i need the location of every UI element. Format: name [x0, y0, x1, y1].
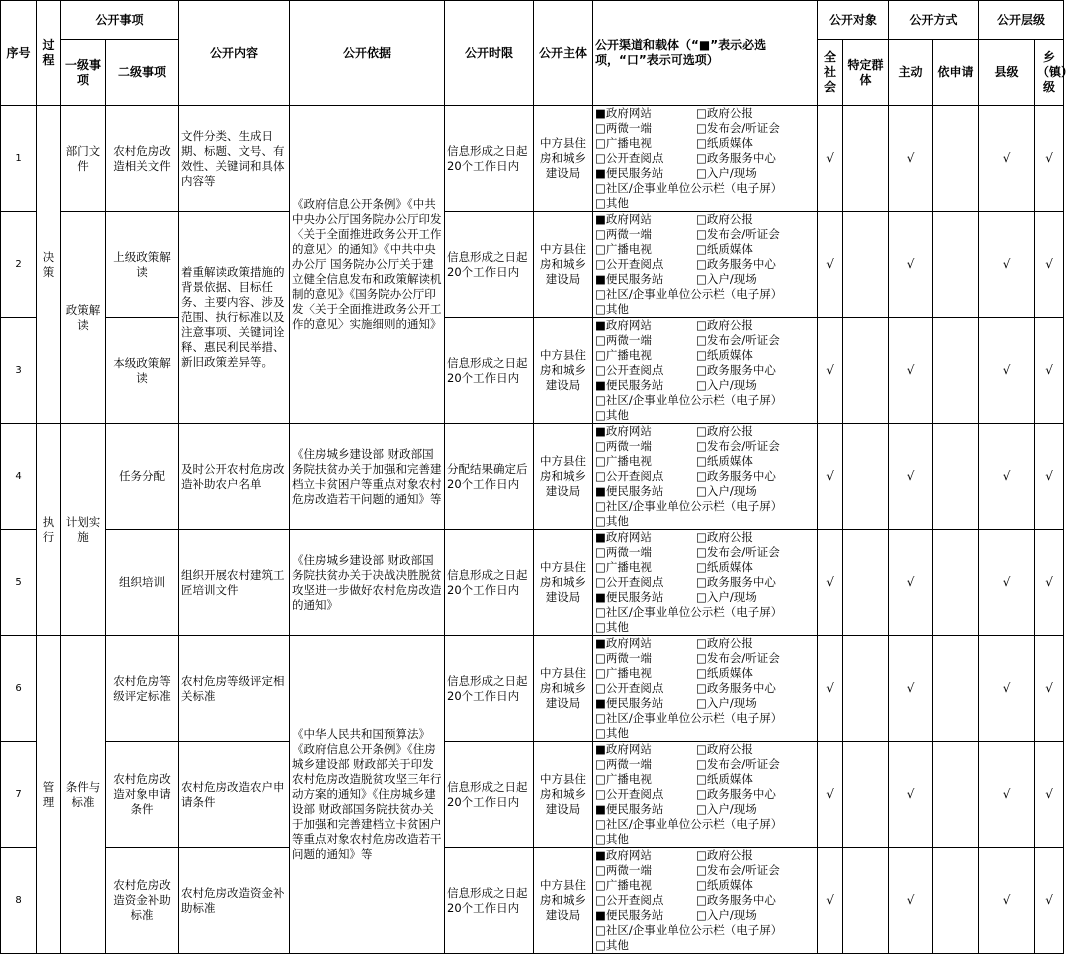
content-cell: 农村危房改造农户申请条件 — [179, 742, 290, 848]
channel-option: ■政府网站 — [595, 742, 652, 756]
header-level1: 一级事项 — [61, 40, 106, 106]
channel-option: □入户/现场 — [696, 378, 757, 392]
channel-option: □公开查阅点 — [595, 681, 664, 695]
process-management: 管理 — [37, 636, 61, 954]
channel-option: □社区/企事业单位公示栏（电子屏） — [595, 605, 783, 619]
header-content: 公开内容 — [179, 1, 290, 106]
channel-list — [595, 848, 817, 953]
tick-level-county: √ — [979, 424, 1035, 530]
tick-method-request — [933, 212, 979, 318]
level2-item: 农村危房改造资金补助标准 — [106, 848, 179, 954]
content-cell: 农村危房等级评定相关标准 — [179, 636, 290, 742]
channel-option: ■政府网站 — [595, 848, 652, 862]
channel-cell — [593, 318, 818, 424]
channel-option: □政务服务中心 — [696, 363, 776, 377]
channel-option: □政府公报 — [696, 848, 753, 862]
channel-option: □政务服务中心 — [696, 575, 776, 589]
channel-option: □公开查阅点 — [595, 469, 664, 483]
channel-option: □社区/企事业单位公示栏（电子屏） — [595, 393, 783, 407]
channel-option: □入户/现场 — [696, 166, 757, 180]
content-cell: 文件分类、生成日期、标题、文号、有效性、关键词和具体内容等 — [179, 106, 290, 212]
tick-level-county: √ — [979, 318, 1035, 424]
channel-list — [595, 106, 817, 211]
tick-target-all: √ — [818, 106, 843, 212]
level2-item: 农村危房改造对象申请条件 — [106, 742, 179, 848]
tick-method-active: √ — [889, 424, 933, 530]
tick-target-all: √ — [818, 636, 843, 742]
deadline-cell: 信息形成之日起20个工作日内 — [445, 106, 534, 212]
tick-method-request — [933, 318, 979, 424]
channel-option: □其他 — [595, 302, 629, 316]
tick-target-all: √ — [818, 424, 843, 530]
level2-item: 任务分配 — [106, 424, 179, 530]
channel-option: □广播电视 — [595, 454, 652, 468]
channel-option: □社区/企事业单位公示栏（电子屏） — [595, 817, 783, 831]
tick-method-request — [933, 636, 979, 742]
level1-conditions: 条件与标准 — [61, 636, 106, 954]
channel-list — [595, 742, 817, 847]
channel-option: ■便民服务站 — [595, 484, 664, 498]
channel-option: □社区/企事业单位公示栏（电子屏） — [595, 181, 783, 195]
process-execution: 执行 — [37, 424, 61, 636]
channel-option: ■便民服务站 — [595, 272, 664, 286]
channel-option: □广播电视 — [595, 878, 652, 892]
tick-method-active: √ — [889, 848, 933, 954]
channel-option: □政府公报 — [696, 636, 753, 650]
channel-option: □其他 — [595, 726, 629, 740]
channel-option: □政府公报 — [696, 318, 753, 332]
channel-option: □纸质媒体 — [696, 772, 753, 786]
channel-option: □纸质媒体 — [696, 136, 753, 150]
channel-option: □政府公报 — [696, 212, 753, 226]
table-row — [1, 636, 1064, 742]
process-decision: 决策 — [37, 106, 61, 424]
row-seq: 2 — [1, 212, 37, 318]
header-method-active: 主动 — [889, 40, 933, 106]
tick-level-township: √ — [1035, 742, 1064, 848]
channel-cell — [593, 848, 818, 954]
deadline-cell: 信息形成之日起20个工作日内 — [445, 742, 534, 848]
header-method: 公开方式 — [889, 1, 979, 40]
header-method-request: 依申请 — [933, 40, 979, 106]
channel-option: ■政府网站 — [595, 636, 652, 650]
subject-cell: 中方县住房和城乡建设局 — [534, 742, 593, 848]
channel-option: □两微一端 — [595, 121, 652, 135]
tick-method-request — [933, 106, 979, 212]
table-row — [1, 848, 1064, 954]
channel-option: □其他 — [595, 514, 629, 528]
tick-level-county: √ — [979, 848, 1035, 954]
basis-cell: 《住房城乡建设部 财政部国务院扶贫办关于加强和完善建档立卡贫困户等重点对象农村危房改造若干问题的通知》等 — [290, 424, 445, 530]
channel-option: □政务服务中心 — [696, 469, 776, 483]
tick-level-county: √ — [979, 106, 1035, 212]
channel-option: □纸质媒体 — [696, 666, 753, 680]
channel-list — [595, 636, 817, 741]
tick-method-request — [933, 424, 979, 530]
channel-option: □发布会/听证会 — [696, 545, 780, 559]
level1-policy: 政策解读 — [61, 212, 106, 424]
deadline-cell: 信息形成之日起20个工作日内 — [445, 318, 534, 424]
channel-option: □入户/现场 — [696, 802, 757, 816]
content-cell: 农村危房改造资金补助标准 — [179, 848, 290, 954]
channel-option: □公开查阅点 — [595, 151, 664, 165]
level2-item: 本级政策解读 — [106, 318, 179, 424]
header-channel: 公开渠道和载体（“■”表示必选项，“口”表示可选项） — [593, 1, 818, 106]
channel-cell — [593, 636, 818, 742]
channel-option: □其他 — [595, 196, 629, 210]
tick-target-specific — [843, 212, 889, 318]
table-header — [1, 1, 1073, 106]
header-subject: 公开主体 — [534, 1, 593, 106]
header-process: 过程 — [37, 1, 61, 106]
channel-option: □纸质媒体 — [696, 242, 753, 256]
channel-option: □发布会/听证会 — [696, 121, 780, 135]
channel-option: □公开查阅点 — [595, 787, 664, 801]
channel-option: □社区/企事业单位公示栏（电子屏） — [595, 711, 783, 725]
channel-option: □其他 — [595, 832, 629, 846]
channel-option: ■便民服务站 — [595, 908, 664, 922]
tick-target-specific — [843, 530, 889, 636]
channel-option: □两微一端 — [595, 863, 652, 877]
channel-option: □政务服务中心 — [696, 681, 776, 695]
header-level-township: 乡（镇）级 — [1035, 40, 1064, 106]
channel-option: □政府公报 — [696, 424, 753, 438]
level2-item: 农村危房改造相关文件 — [106, 106, 179, 212]
channel-option: □纸质媒体 — [696, 560, 753, 574]
channel-option: ■政府网站 — [595, 212, 652, 226]
basis-cell: 《政府信息公开条例》《中共中央办公厅国务院办公厅印发〈关于全面推进政务公开工作的意见〉的通知》《中共中央办公厅 国务院办公厅关于建立健全信息发布和政策解读机制的意见》《国务院办公厅印发〈关于全面推进政务公开工作的意见〉实施细则的通知》 — [290, 106, 445, 424]
channel-option: ■政府网站 — [595, 318, 652, 332]
tick-level-township: √ — [1035, 212, 1064, 318]
tick-method-active: √ — [889, 742, 933, 848]
tick-method-request — [933, 742, 979, 848]
channel-option: □广播电视 — [595, 772, 652, 786]
tick-level-township: √ — [1035, 424, 1064, 530]
channel-option: □政务服务中心 — [696, 151, 776, 165]
basis-cell: 《住房城乡建设部 财政部国务院扶贫办关于决战决胜脱贫攻坚进一步做好农村危房改造的通知》 — [290, 530, 445, 636]
channel-list — [595, 424, 817, 529]
table-row — [1, 106, 1064, 212]
channel-option: □社区/企事业单位公示栏（电子屏） — [595, 923, 783, 937]
tick-method-active: √ — [889, 636, 933, 742]
subject-cell: 中方县住房和城乡建设局 — [534, 636, 593, 742]
tick-method-active: √ — [889, 106, 933, 212]
channel-option: □其他 — [595, 408, 629, 422]
channel-option: □发布会/听证会 — [696, 863, 780, 877]
channel-option: □其他 — [595, 938, 629, 952]
channel-option: □政府公报 — [696, 106, 753, 120]
channel-option: □公开查阅点 — [595, 893, 664, 907]
channel-list — [595, 318, 817, 423]
channel-cell — [593, 424, 818, 530]
channel-option: □社区/企事业单位公示栏（电子屏） — [595, 499, 783, 513]
table-row — [1, 424, 1064, 530]
channel-list — [595, 530, 817, 635]
header-deadline: 公开时限 — [445, 1, 534, 106]
row-seq: 5 — [1, 530, 37, 636]
subject-cell: 中方县住房和城乡建设局 — [534, 318, 593, 424]
level2-item: 农村危房等级评定标准 — [106, 636, 179, 742]
channel-option: □社区/企事业单位公示栏（电子屏） — [595, 287, 783, 301]
channel-option: □两微一端 — [595, 227, 652, 241]
header-target-specific: 特定群体 — [843, 40, 889, 106]
tick-target-all: √ — [818, 530, 843, 636]
subject-cell: 中方县住房和城乡建设局 — [534, 530, 593, 636]
channel-option: □政务服务中心 — [696, 257, 776, 271]
header-basis: 公开依据 — [290, 1, 445, 106]
channel-option: □政府公报 — [696, 530, 753, 544]
header-items: 公开事项 — [61, 1, 179, 40]
channel-option: ■便民服务站 — [595, 378, 664, 392]
channel-cell — [593, 212, 818, 318]
row-seq: 7 — [1, 742, 37, 848]
channel-option: □发布会/听证会 — [696, 757, 780, 771]
deadline-cell: 分配结果确定后20个工作日内 — [445, 424, 534, 530]
channel-option: ■便民服务站 — [595, 802, 664, 816]
tick-method-request — [933, 848, 979, 954]
channel-cell — [593, 106, 818, 212]
tick-target-all: √ — [818, 742, 843, 848]
level2-item: 组织培训 — [106, 530, 179, 636]
header-target: 公开对象 — [818, 1, 889, 40]
channel-option: □入户/现场 — [696, 696, 757, 710]
channel-option: □发布会/听证会 — [696, 439, 780, 453]
channel-option: □广播电视 — [595, 242, 652, 256]
channel-option: □两微一端 — [595, 651, 652, 665]
table-row — [1, 212, 1064, 318]
channel-option: □广播电视 — [595, 666, 652, 680]
content-cell: 组织开展农村建筑工匠培训文件 — [179, 530, 290, 636]
channel-option: □纸质媒体 — [696, 348, 753, 362]
channel-option: ■政府网站 — [595, 530, 652, 544]
tick-level-township: √ — [1035, 530, 1064, 636]
content-cell: 着重解读政策措施的背景依据、目标任务、主要内容、涉及范围、执行标准以及注意事项、关键词诠释、惠民利民举措、新旧政策差异等。 — [179, 212, 290, 424]
header-target-all: 全社会 — [818, 40, 843, 106]
header-level2: 二级事项 — [106, 40, 179, 106]
subject-cell: 中方县住房和城乡建设局 — [534, 424, 593, 530]
level1-dept-docs: 部门文件 — [61, 106, 106, 212]
deadline-cell: 信息形成之日起20个工作日内 — [445, 212, 534, 318]
tick-method-request — [933, 530, 979, 636]
channel-option: ■政府网站 — [595, 106, 652, 120]
tick-target-specific — [843, 742, 889, 848]
channel-option: □入户/现场 — [696, 908, 757, 922]
tick-level-county: √ — [979, 212, 1035, 318]
row-seq: 1 — [1, 106, 37, 212]
tick-target-specific — [843, 318, 889, 424]
tick-level-county: √ — [979, 742, 1035, 848]
channel-cell — [593, 742, 818, 848]
channel-option: □发布会/听证会 — [696, 333, 780, 347]
table-row — [1, 318, 1064, 424]
tick-level-county: √ — [979, 636, 1035, 742]
channel-option: □政务服务中心 — [696, 787, 776, 801]
row-seq: 8 — [1, 848, 37, 954]
channel-option: □两微一端 — [595, 757, 652, 771]
level2-item: 上级政策解读 — [106, 212, 179, 318]
content-cell: 及时公开农村危房改造补助农户名单 — [179, 424, 290, 530]
channel-option: ■政府网站 — [595, 424, 652, 438]
subject-cell: 中方县住房和城乡建设局 — [534, 848, 593, 954]
channel-cell — [593, 530, 818, 636]
channel-option: □公开查阅点 — [595, 257, 664, 271]
channel-option: □发布会/听证会 — [696, 651, 780, 665]
channel-option: □公开查阅点 — [595, 363, 664, 377]
channel-option: □纸质媒体 — [696, 454, 753, 468]
table-row — [1, 742, 1064, 848]
row-seq: 6 — [1, 636, 37, 742]
tick-target-all: √ — [818, 318, 843, 424]
subject-cell: 中方县住房和城乡建设局 — [534, 212, 593, 318]
table-body — [1, 106, 1064, 954]
header-level: 公开层级 — [979, 1, 1064, 40]
row-seq: 4 — [1, 424, 37, 530]
header-level-county: 县级 — [979, 40, 1035, 106]
tick-level-township: √ — [1035, 318, 1064, 424]
level1-plan: 计划实施 — [61, 424, 106, 636]
channel-option: □两微一端 — [595, 545, 652, 559]
tick-level-township: √ — [1035, 848, 1064, 954]
channel-option: □广播电视 — [595, 348, 652, 362]
tick-level-township: √ — [1035, 106, 1064, 212]
tick-method-active: √ — [889, 530, 933, 636]
channel-option: □入户/现场 — [696, 272, 757, 286]
channel-option: □公开查阅点 — [595, 575, 664, 589]
tick-target-specific — [843, 106, 889, 212]
tick-target-all: √ — [818, 848, 843, 954]
tick-method-active: √ — [889, 212, 933, 318]
channel-option: □两微一端 — [595, 333, 652, 347]
deadline-cell: 信息形成之日起20个工作日内 — [445, 530, 534, 636]
tick-level-county: √ — [979, 530, 1035, 636]
channel-option: □纸质媒体 — [696, 878, 753, 892]
tick-target-all: √ — [818, 212, 843, 318]
tick-level-township: √ — [1035, 636, 1064, 742]
header-seq: 序号 — [1, 1, 37, 106]
table-row — [1, 530, 1064, 636]
channel-option: ■便民服务站 — [595, 590, 664, 604]
channel-option: ■便民服务站 — [595, 166, 664, 180]
channel-option: □发布会/听证会 — [696, 227, 780, 241]
subject-cell: 中方县住房和城乡建设局 — [534, 106, 593, 212]
deadline-cell: 信息形成之日起20个工作日内 — [445, 636, 534, 742]
tick-target-specific — [843, 848, 889, 954]
deadline-cell: 信息形成之日起20个工作日内 — [445, 848, 534, 954]
channel-option: □政府公报 — [696, 742, 753, 756]
row-seq: 3 — [1, 318, 37, 424]
basis-cell: 《中华人民共和国预算法》《政府信息公开条例》《住房城乡建设部 财政部关于印发农村危房改造脱贫攻坚三年行动方案的通知》《住房城乡建设部 财政部国务院扶贫办关于加强和完善建档立卡贫困户等重点对象农村危房改造若干问题的通知》等 — [290, 636, 445, 954]
channel-option: ■便民服务站 — [595, 696, 664, 710]
tick-target-specific — [843, 636, 889, 742]
channel-option: □入户/现场 — [696, 590, 757, 604]
channel-option: □广播电视 — [595, 136, 652, 150]
channel-option: □其他 — [595, 620, 629, 634]
tick-method-active: √ — [889, 318, 933, 424]
channel-option: □入户/现场 — [696, 484, 757, 498]
tick-target-specific — [843, 424, 889, 530]
channel-option: □广播电视 — [595, 560, 652, 574]
channel-list — [595, 212, 817, 317]
channel-option: □两微一端 — [595, 439, 652, 453]
channel-option: □政务服务中心 — [696, 893, 776, 907]
